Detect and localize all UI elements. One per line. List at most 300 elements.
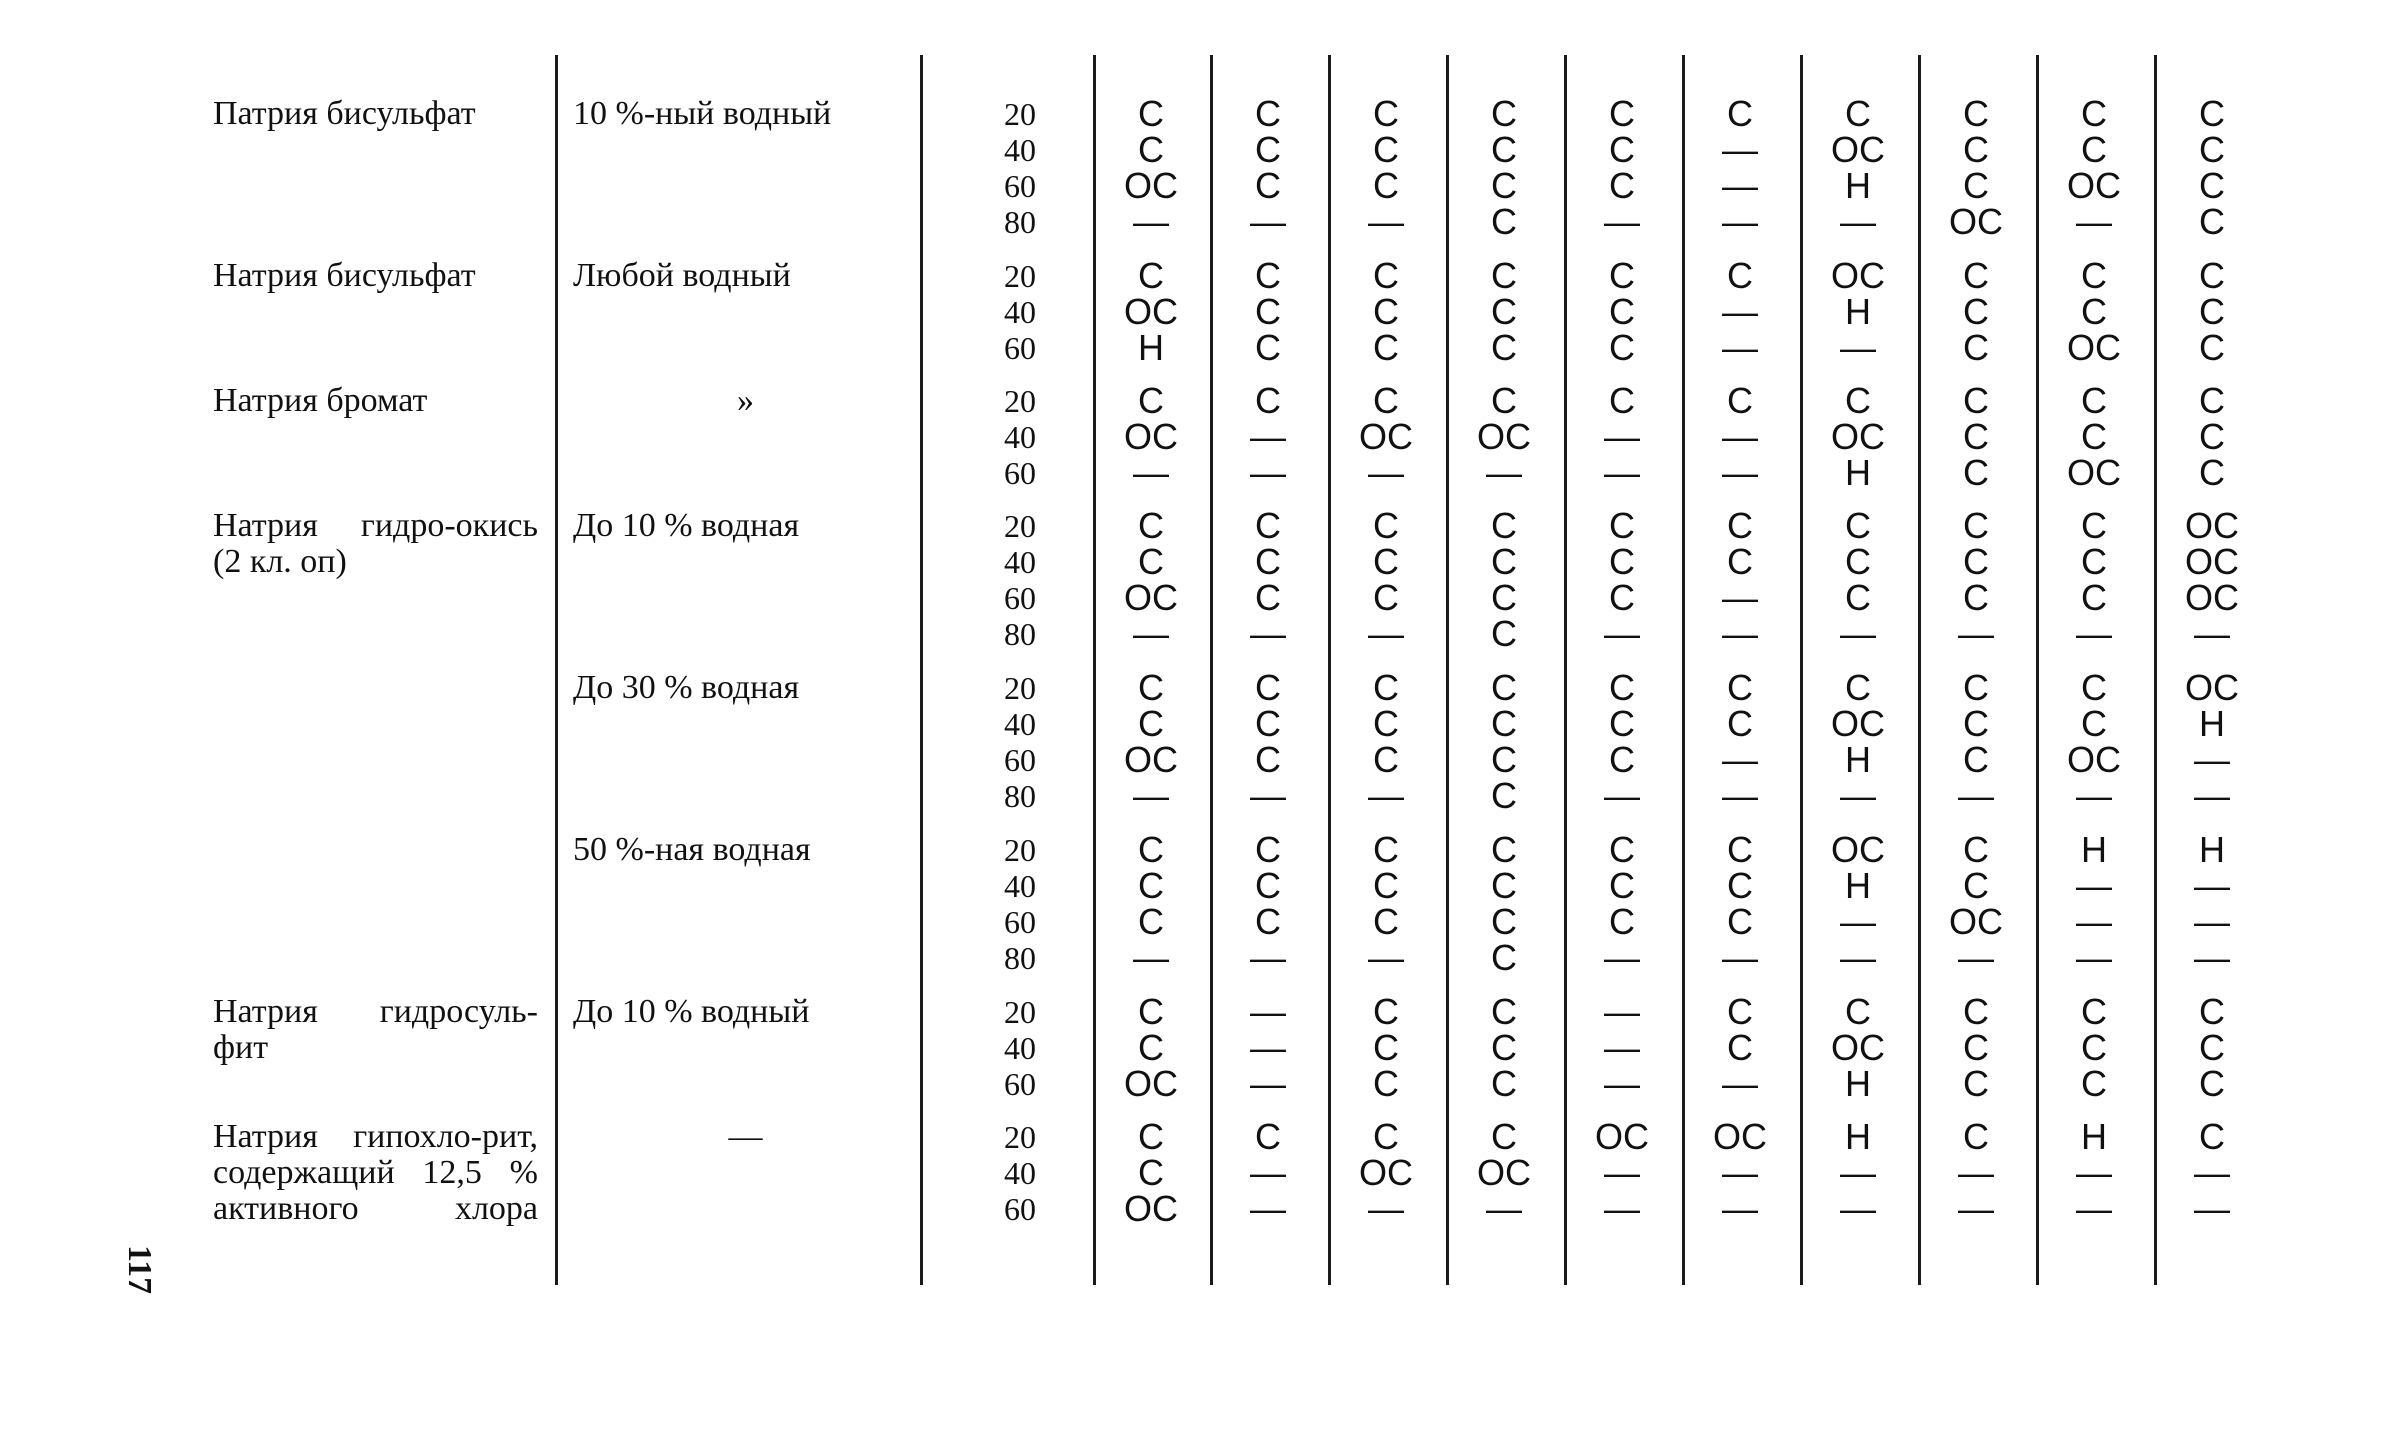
rating-cell: C xyxy=(1491,255,1517,296)
rating-column xyxy=(1808,991,1908,1104)
rating-column xyxy=(1690,93,1790,242)
rating-cell: C xyxy=(2081,541,2107,582)
solution-type: » xyxy=(737,382,754,419)
rating-cell: C xyxy=(1963,452,1989,493)
temperature-list xyxy=(980,994,1060,1102)
rating-cell: C xyxy=(1373,255,1399,296)
solution-type: До 10 % водный xyxy=(573,993,810,1030)
rating-column xyxy=(1926,667,2026,816)
rating-cell: OC xyxy=(2067,739,2121,780)
rating-cell: C xyxy=(1963,165,1989,206)
rating-cell: — xyxy=(1840,1188,1876,1229)
rating-cell: — xyxy=(1250,416,1286,457)
temperature-value: 40 xyxy=(1004,419,1036,455)
temperature-value: 20 xyxy=(1004,258,1036,294)
rating-cell: — xyxy=(1486,1188,1522,1229)
temperature-value: 20 xyxy=(1004,96,1036,132)
rating-cell: OC xyxy=(1949,901,2003,942)
rating-cell: OC xyxy=(1595,1116,1649,1157)
rating-cell: C xyxy=(1373,327,1399,368)
rating-cell: C xyxy=(1491,541,1517,582)
temperature-value: 60 xyxy=(1004,168,1036,204)
rating-cell: — xyxy=(1133,775,1169,816)
rating-cell: — xyxy=(1250,1063,1286,1104)
rating-cell: C xyxy=(2081,416,2107,457)
rating-cell: — xyxy=(1250,775,1286,816)
temperature-value: 80 xyxy=(1004,204,1036,240)
rating-cell: — xyxy=(2076,613,2112,654)
rating-cell: C xyxy=(2199,327,2225,368)
rating-cell: C xyxy=(2081,291,2107,332)
rule-col-2 xyxy=(1210,55,1213,1285)
rating-column xyxy=(1808,380,1908,493)
rating-cell: C xyxy=(1255,829,1281,870)
rating-cell: C xyxy=(1491,937,1517,978)
rating-cell: C xyxy=(2199,380,2225,421)
rating-cell: C xyxy=(1138,1027,1164,1068)
rating-cell: C xyxy=(1845,991,1871,1032)
rating-cell: C xyxy=(1491,201,1517,242)
rating-cell: OC xyxy=(1831,416,1885,457)
rating-cell: C xyxy=(1373,991,1399,1032)
rule-col-4 xyxy=(1446,55,1449,1285)
rating-cell: C xyxy=(1963,327,1989,368)
rating-cell: C xyxy=(1609,577,1635,618)
rating-cell: — xyxy=(1840,327,1876,368)
rating-cell: C xyxy=(2199,255,2225,296)
rating-cell: C xyxy=(1963,291,1989,332)
temperature-value: 60 xyxy=(1004,742,1036,778)
rating-cell: C xyxy=(1727,829,1753,870)
rating-cell: OC xyxy=(1477,1152,1531,1193)
rating-column xyxy=(1572,93,1672,242)
rating-cell: C xyxy=(1138,991,1164,1032)
rating-column xyxy=(1218,829,1318,978)
temperature-value: 60 xyxy=(1004,904,1036,940)
rating-column xyxy=(1336,93,1436,242)
rating-cell: — xyxy=(2194,613,2230,654)
rule-col-6 xyxy=(1682,55,1685,1285)
rating-cell: C xyxy=(1373,829,1399,870)
rating-cell: C xyxy=(1255,93,1281,134)
rating-cell: OC xyxy=(1124,739,1178,780)
rule-col-9 xyxy=(2036,55,2039,1285)
rating-cell: C xyxy=(1609,255,1635,296)
temperature-value: 60 xyxy=(1004,455,1036,491)
rating-cell: C xyxy=(2081,255,2107,296)
rating-cell: — xyxy=(1368,613,1404,654)
rating-column xyxy=(1218,380,1318,493)
rating-cell: C xyxy=(1373,667,1399,708)
rating-cell: C xyxy=(1138,1152,1164,1193)
rating-cell: OC xyxy=(1949,201,2003,242)
rating-column xyxy=(1690,1116,1790,1229)
rating-cell: — xyxy=(1722,739,1758,780)
rating-column xyxy=(2162,1116,2262,1229)
temperature-value: 60 xyxy=(1004,1191,1036,1227)
rating-column xyxy=(1336,667,1436,816)
rating-cell: C xyxy=(1491,667,1517,708)
rating-cell: C xyxy=(1609,901,1635,942)
rule-col-1 xyxy=(1093,55,1096,1285)
rating-cell: C xyxy=(2199,291,2225,332)
rating-cell: C xyxy=(2081,667,2107,708)
rating-column xyxy=(1101,93,1201,242)
rating-cell: C xyxy=(1491,991,1517,1032)
rating-column xyxy=(1572,667,1672,816)
rating-column xyxy=(1218,991,1318,1104)
rating-cell: C xyxy=(1491,829,1517,870)
rating-cell: C xyxy=(1373,1116,1399,1157)
rating-cell: OC xyxy=(1831,703,1885,744)
rating-cell: — xyxy=(1250,937,1286,978)
substance-name: Натрия гипохло-рит, содержащий 12,5 % активного хлора xyxy=(213,1118,538,1227)
rating-column xyxy=(2162,667,2262,816)
rating-cell: — xyxy=(1722,327,1758,368)
rating-column xyxy=(1336,1116,1436,1229)
rating-cell: C xyxy=(1138,901,1164,942)
rating-column xyxy=(1808,829,1908,978)
rating-cell: OC xyxy=(1124,577,1178,618)
rating-cell: C xyxy=(1727,255,1753,296)
rating-cell: C xyxy=(1373,577,1399,618)
rating-cell: — xyxy=(1958,613,1994,654)
rating-cell: C xyxy=(1963,255,1989,296)
rating-cell: C xyxy=(1255,380,1281,421)
rating-cell: C xyxy=(1491,865,1517,906)
rating-cell: C xyxy=(1491,901,1517,942)
rating-cell: C xyxy=(1138,505,1164,546)
rating-cell: C xyxy=(1255,291,1281,332)
rating-cell: C xyxy=(1609,865,1635,906)
rating-cell: OC xyxy=(1124,1188,1178,1229)
temperature-list xyxy=(980,96,1060,240)
temperature-value: 40 xyxy=(1004,132,1036,168)
rating-cell: — xyxy=(2076,865,2112,906)
rating-column xyxy=(2044,1116,2144,1229)
rating-cell: — xyxy=(1722,452,1758,493)
rating-cell: H xyxy=(1138,327,1164,368)
rating-cell: C xyxy=(1727,865,1753,906)
rating-column xyxy=(1101,505,1201,654)
rating-cell: — xyxy=(1604,937,1640,978)
rating-cell: — xyxy=(1840,613,1876,654)
rating-cell: C xyxy=(2199,201,2225,242)
rating-cell: C xyxy=(1963,505,1989,546)
rating-cell: — xyxy=(1604,613,1640,654)
rating-column xyxy=(1101,255,1201,368)
rating-cell: — xyxy=(2194,865,2230,906)
rating-cell: C xyxy=(1727,703,1753,744)
rating-cell: C xyxy=(1963,416,1989,457)
rating-cell: C xyxy=(1491,165,1517,206)
rating-column xyxy=(2044,93,2144,242)
rating-cell: C xyxy=(1255,255,1281,296)
rating-column xyxy=(1336,380,1436,493)
rating-cell: C xyxy=(2199,452,2225,493)
rating-cell: — xyxy=(1133,201,1169,242)
rule-col-10 xyxy=(2154,55,2157,1285)
rating-cell: — xyxy=(1604,775,1640,816)
rating-cell: C xyxy=(1491,93,1517,134)
temperature-list xyxy=(980,383,1060,491)
rating-cell: — xyxy=(1840,901,1876,942)
rating-cell: C xyxy=(1255,703,1281,744)
temperature-value: 20 xyxy=(1004,994,1036,1030)
rating-cell: — xyxy=(1250,1188,1286,1229)
rating-cell: — xyxy=(1958,937,1994,978)
temperature-list xyxy=(980,258,1060,366)
rating-cell: OC xyxy=(2185,541,2239,582)
rating-cell: — xyxy=(2194,1188,2230,1229)
rating-column xyxy=(1572,991,1672,1104)
rating-column xyxy=(1336,505,1436,654)
rating-cell: C xyxy=(1609,829,1635,870)
rating-cell: — xyxy=(2076,775,2112,816)
rating-cell: — xyxy=(2194,901,2230,942)
rating-cell: C xyxy=(1373,93,1399,134)
rating-cell: — xyxy=(1722,613,1758,654)
rating-cell: — xyxy=(1486,452,1522,493)
rating-column xyxy=(1690,667,1790,816)
rating-column xyxy=(2162,505,2262,654)
rating-cell: C xyxy=(2199,1027,2225,1068)
rating-column xyxy=(1454,380,1554,493)
rating-cell: C xyxy=(1373,739,1399,780)
rating-cell: C xyxy=(1138,829,1164,870)
rating-cell: C xyxy=(1373,703,1399,744)
rating-column xyxy=(1572,505,1672,654)
rating-column xyxy=(1218,505,1318,654)
rating-cell: C xyxy=(1963,667,1989,708)
rating-cell: C xyxy=(1963,1116,1989,1157)
rating-cell: — xyxy=(1133,452,1169,493)
temperature-value: 80 xyxy=(1004,940,1036,976)
rating-column xyxy=(1572,255,1672,368)
rating-column xyxy=(1926,991,2026,1104)
rating-cell: C xyxy=(1255,865,1281,906)
rating-column xyxy=(2162,93,2262,242)
rating-cell: C xyxy=(1963,1027,1989,1068)
rating-cell: — xyxy=(1250,613,1286,654)
temperature-value: 40 xyxy=(1004,1155,1036,1191)
rating-column xyxy=(2044,991,2144,1104)
rating-cell: — xyxy=(2076,201,2112,242)
rating-column xyxy=(1926,829,2026,978)
rating-cell: C xyxy=(1138,865,1164,906)
rating-cell: — xyxy=(1722,1188,1758,1229)
rating-cell: C xyxy=(2199,1063,2225,1104)
rating-cell: — xyxy=(1604,416,1640,457)
rating-cell: — xyxy=(1840,937,1876,978)
temperature-value: 40 xyxy=(1004,294,1036,330)
rating-cell: C xyxy=(1963,703,1989,744)
rating-cell: H xyxy=(1845,291,1871,332)
rating-cell: — xyxy=(1604,1188,1640,1229)
rating-cell: — xyxy=(1250,1152,1286,1193)
rating-cell: OC xyxy=(1124,165,1178,206)
rating-column xyxy=(2044,255,2144,368)
rating-cell: C xyxy=(1609,93,1635,134)
rating-column xyxy=(1808,93,1908,242)
rating-cell: C xyxy=(2199,991,2225,1032)
rule-after-name xyxy=(555,55,558,1285)
rating-cell: C xyxy=(1609,291,1635,332)
rating-column xyxy=(2044,380,2144,493)
rating-cell: C xyxy=(1373,901,1399,942)
rating-cell: C xyxy=(1491,775,1517,816)
rating-cell: C xyxy=(1491,1063,1517,1104)
rating-column xyxy=(1808,1116,1908,1229)
rating-column xyxy=(1808,667,1908,816)
temperature-value: 20 xyxy=(1004,832,1036,868)
rating-cell: — xyxy=(1368,201,1404,242)
rating-cell: — xyxy=(2076,901,2112,942)
rating-cell: C xyxy=(2081,380,2107,421)
rating-cell: OC xyxy=(1713,1116,1767,1157)
rating-cell: C xyxy=(1255,1116,1281,1157)
rating-cell: OC xyxy=(1831,829,1885,870)
rating-column xyxy=(1808,255,1908,368)
solution-type: Любой водный xyxy=(573,257,791,294)
rating-cell: H xyxy=(1845,165,1871,206)
rating-cell: C xyxy=(1373,505,1399,546)
rating-cell: C xyxy=(1138,93,1164,134)
rating-cell: C xyxy=(1138,1116,1164,1157)
rating-cell: C xyxy=(1255,129,1281,170)
rating-column xyxy=(1690,505,1790,654)
rating-column xyxy=(1808,505,1908,654)
rating-cell: C xyxy=(1491,505,1517,546)
rating-cell: OC xyxy=(2185,667,2239,708)
rating-column xyxy=(2044,667,2144,816)
rating-cell: C xyxy=(1963,93,1989,134)
substance-name: Натрия бисульфат xyxy=(213,257,476,294)
rating-cell: C xyxy=(1255,577,1281,618)
rating-cell: — xyxy=(1958,775,1994,816)
rating-cell: H xyxy=(2081,829,2107,870)
temperature-value: 20 xyxy=(1004,508,1036,544)
rating-cell: — xyxy=(1722,129,1758,170)
rating-cell: C xyxy=(1491,577,1517,618)
temperature-value: 40 xyxy=(1004,1030,1036,1066)
rating-cell: H xyxy=(2199,829,2225,870)
rating-cell: C xyxy=(1138,380,1164,421)
rating-cell: C xyxy=(1963,865,1989,906)
rating-cell: C xyxy=(1963,829,1989,870)
rating-column xyxy=(1454,505,1554,654)
rating-cell: C xyxy=(2081,1027,2107,1068)
temperature-value: 60 xyxy=(1004,580,1036,616)
rating-column xyxy=(1690,829,1790,978)
temperature-list xyxy=(980,832,1060,976)
rating-column xyxy=(1336,829,1436,978)
rating-cell: — xyxy=(1840,201,1876,242)
solution-type: До 10 % водная xyxy=(573,507,800,544)
rating-cell: C xyxy=(1609,739,1635,780)
rating-cell: — xyxy=(1250,1027,1286,1068)
rating-cell: — xyxy=(1722,577,1758,618)
rating-column xyxy=(1454,991,1554,1104)
rating-column xyxy=(1336,991,1436,1104)
rating-column xyxy=(1218,93,1318,242)
substance-name: Натрия гидросуль-фит xyxy=(213,993,538,1066)
temperature-value: 80 xyxy=(1004,778,1036,814)
rating-cell: C xyxy=(1609,667,1635,708)
rating-cell: C xyxy=(1138,255,1164,296)
rating-column xyxy=(2162,380,2262,493)
rating-column xyxy=(1454,1116,1554,1229)
rating-cell: C xyxy=(1727,541,1753,582)
rating-cell: C xyxy=(1963,739,1989,780)
solution-type: До 30 % водная xyxy=(573,669,800,706)
rating-column xyxy=(2162,991,2262,1104)
substance-name: Натрия бромат xyxy=(213,382,428,419)
rating-cell: OC xyxy=(2067,452,2121,493)
rating-cell: C xyxy=(1963,1063,1989,1104)
rating-cell: — xyxy=(2076,1152,2112,1193)
rating-cell: C xyxy=(1845,93,1871,134)
rating-cell: H xyxy=(2081,1116,2107,1157)
rating-cell: C xyxy=(2199,129,2225,170)
temperature-value: 40 xyxy=(1004,868,1036,904)
rating-column xyxy=(1454,667,1554,816)
rating-cell: C xyxy=(1255,327,1281,368)
temperature-value: 20 xyxy=(1004,670,1036,706)
rating-cell: C xyxy=(1609,703,1635,744)
rating-cell: OC xyxy=(1124,416,1178,457)
temperature-value: 60 xyxy=(1004,330,1036,366)
rating-column xyxy=(1926,1116,2026,1229)
rating-cell: — xyxy=(1250,201,1286,242)
rating-column xyxy=(1926,93,2026,242)
rating-column xyxy=(1572,829,1672,978)
rating-cell: — xyxy=(1604,201,1640,242)
rating-cell: — xyxy=(1604,1063,1640,1104)
rating-column xyxy=(1218,1116,1318,1229)
rating-column xyxy=(1690,255,1790,368)
rating-cell: C xyxy=(1491,739,1517,780)
rating-cell: — xyxy=(1722,775,1758,816)
rating-column xyxy=(1101,380,1201,493)
rating-cell: C xyxy=(1963,380,1989,421)
rating-cell: OC xyxy=(1831,1027,1885,1068)
rating-cell: C xyxy=(1373,129,1399,170)
rating-cell: — xyxy=(1604,1027,1640,1068)
rating-cell: — xyxy=(1722,201,1758,242)
rating-column xyxy=(1454,829,1554,978)
rating-column xyxy=(1690,380,1790,493)
rating-cell: — xyxy=(1722,165,1758,206)
rating-cell: H xyxy=(1845,452,1871,493)
rating-cell: H xyxy=(1845,865,1871,906)
temperature-list xyxy=(980,508,1060,652)
rating-cell: C xyxy=(1373,865,1399,906)
rating-cell: — xyxy=(2194,937,2230,978)
rating-cell: C xyxy=(2081,505,2107,546)
rule-after-solution xyxy=(920,55,923,1285)
rating-cell: C xyxy=(1373,380,1399,421)
rating-column xyxy=(1101,991,1201,1104)
rating-cell: C xyxy=(1609,541,1635,582)
rating-cell: C xyxy=(1255,165,1281,206)
rating-column xyxy=(1454,255,1554,368)
rating-cell: OC xyxy=(1359,416,1413,457)
rating-cell: C xyxy=(2081,991,2107,1032)
rating-cell: — xyxy=(1722,1152,1758,1193)
rating-column xyxy=(1336,255,1436,368)
rating-column xyxy=(2044,829,2144,978)
